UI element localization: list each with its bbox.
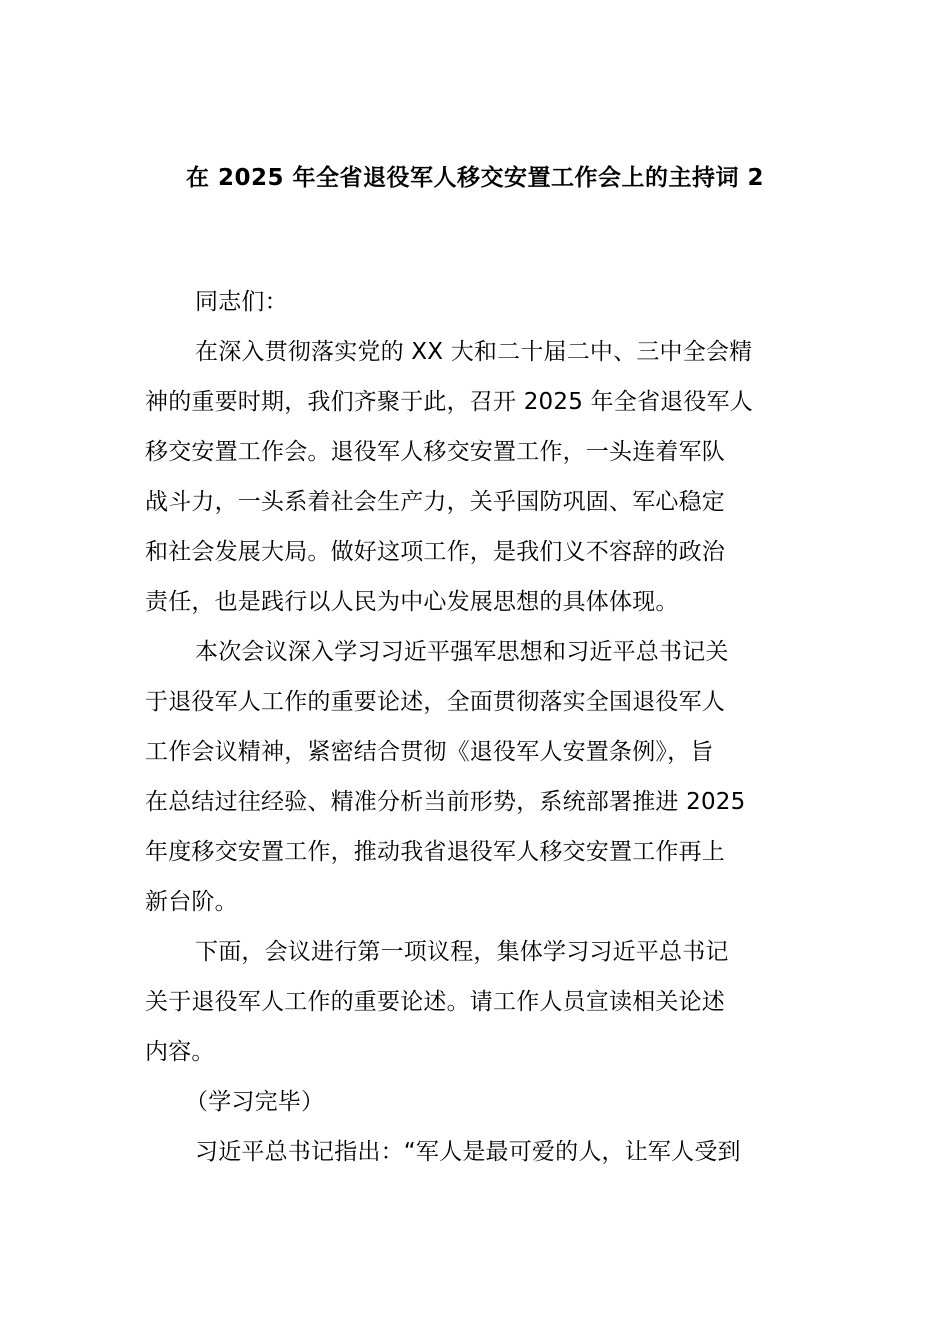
paragraph-line: 战斗力，一头系着社会生产力，关乎国防巩固、军心稳定 <box>145 489 725 515</box>
paragraph-line: 下面，会议进行第一项议程，集体学习习近平总书记 <box>195 939 729 965</box>
paragraph-line: 和社会发展大局。做好这项工作，是我们义不容辞的政治 <box>145 539 725 565</box>
document-title: 在 2025 年全省退役军人移交安置工作会上的主持词 2 <box>185 165 765 191</box>
paragraph-line: 关于退役军人工作的重要论述。请工作人员宣读相关论述 <box>145 989 725 1015</box>
paragraph-line: 责任，也是践行以人民为中心发展思想的具体体现。 <box>145 589 679 615</box>
paragraph-line: 工作会议精神，紧密结合贯彻《退役军人安置条例》，旨 <box>145 739 714 765</box>
paragraph-line: 于退役军人工作的重要论述，全面贯彻落实全国退役军人 <box>145 689 725 715</box>
paragraph-line: 新台阶。 <box>145 889 238 915</box>
paragraph-line: 习近平总书记指出：“军人是最可爱的人，让军人受到 <box>195 1139 741 1165</box>
paragraph-line: 移交安置工作会。退役军人移交安置工作，一头连着军队 <box>145 439 725 465</box>
paragraph-line: 在总结过往经验、精准分析当前形势，系统部署推进 2025 <box>145 789 746 815</box>
paragraph-line: 本次会议深入学习习近平强军思想和习近平总书记关 <box>195 639 729 665</box>
paragraph-line: 内容。 <box>145 1039 215 1065</box>
stage-direction: （学习完毕） <box>185 1089 325 1115</box>
salutation: 同志们： <box>195 289 288 315</box>
paragraph-line: 年度移交安置工作，推动我省退役军人移交安置工作再上 <box>145 839 725 865</box>
paragraph-line: 在深入贯彻落实党的 XX 大和二十届二中、三中全会精 <box>195 339 753 365</box>
paragraph-line: 神的重要时期，我们齐聚于此，召开 2025 年全省退役军人 <box>145 389 753 415</box>
